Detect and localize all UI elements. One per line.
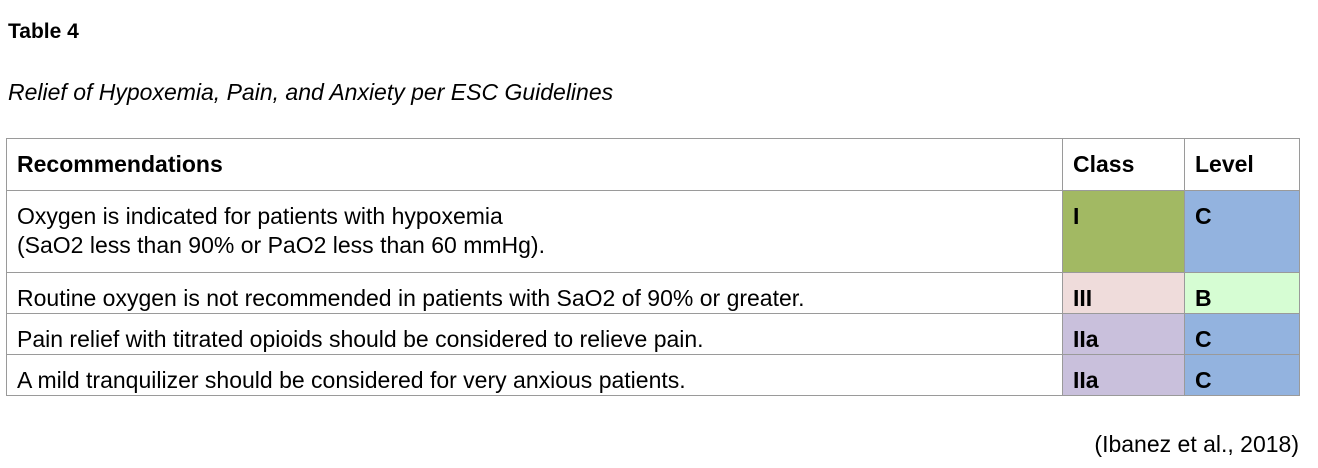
level-cell: C xyxy=(1185,355,1300,396)
recommendation-text-line: Routine oxygen is not recommended in patients with SaO2 of 90% or greater. xyxy=(17,285,805,311)
recommendation-text-line: Oxygen is indicated for patients with hypoxemia xyxy=(17,203,503,229)
table-row xyxy=(7,314,1300,355)
table-label: Table 4 xyxy=(8,20,79,43)
class-cell: III xyxy=(1063,273,1185,314)
recommendations-table xyxy=(6,138,1300,396)
recommendation-cell xyxy=(7,191,1063,273)
table-caption: Relief of Hypoxemia, Pain, and Anxiety per ESC Guidelines xyxy=(8,79,614,105)
header-recommendations: Recommendations xyxy=(7,139,1063,191)
level-cell: C xyxy=(1185,314,1300,355)
recommendation-text-line: Pain relief with titrated opioids should be considered to relieve pain. xyxy=(17,326,704,352)
class-cell: I xyxy=(1063,191,1185,273)
table-header-row xyxy=(7,139,1300,191)
recommendation-cell xyxy=(7,314,1063,355)
header-level: Level xyxy=(1185,139,1300,191)
recommendation-cell xyxy=(7,273,1063,314)
level-cell: C xyxy=(1185,191,1300,273)
table-row xyxy=(7,273,1300,314)
citation: (Ibanez et al., 2018) xyxy=(1094,431,1299,457)
class-cell: IIa xyxy=(1063,355,1185,396)
recommendation-cell xyxy=(7,355,1063,396)
recommendation-text-line: (SaO2 less than 90% or PaO2 less than 60 mmHg). xyxy=(17,232,545,258)
class-cell: IIa xyxy=(1063,314,1185,355)
recommendation-text-line: A mild tranquilizer should be considered for very anxious patients. xyxy=(17,367,686,393)
level-cell: B xyxy=(1185,273,1300,314)
table-row xyxy=(7,355,1300,396)
table-row xyxy=(7,191,1300,273)
header-class: Class xyxy=(1063,139,1185,191)
